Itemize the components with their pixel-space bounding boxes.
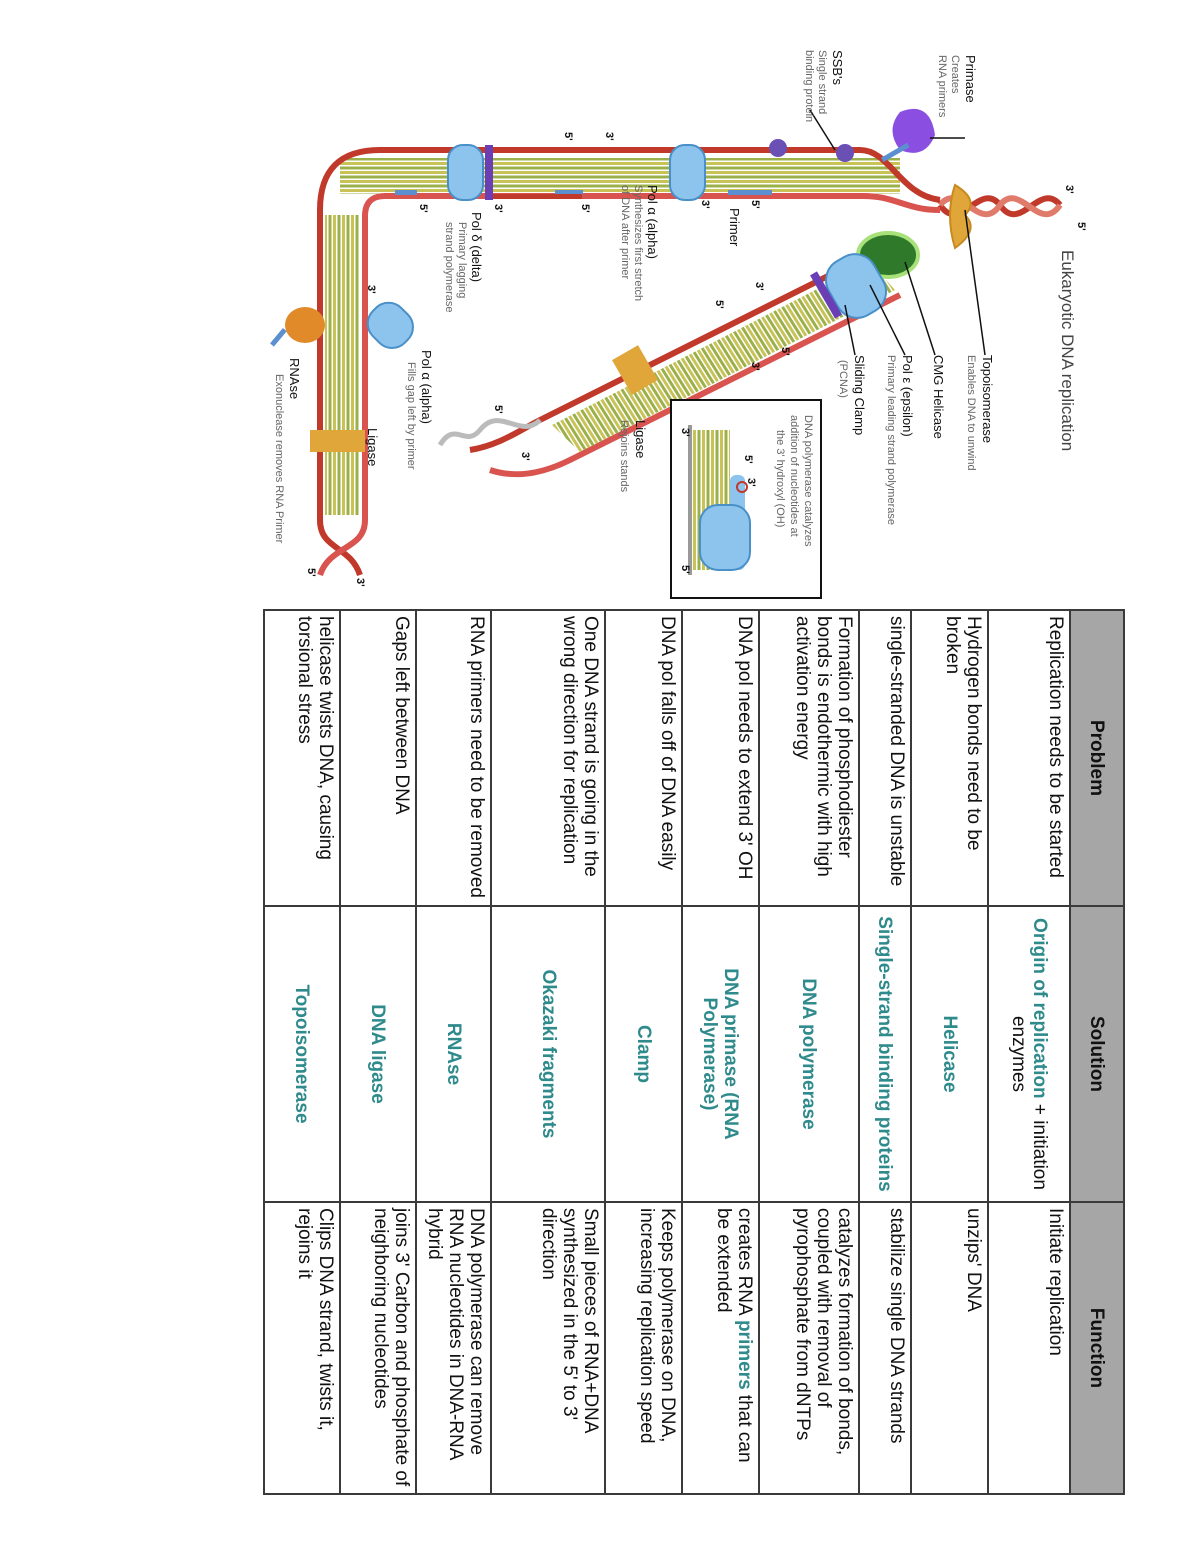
end-5-prime: 5'	[1075, 222, 1087, 231]
label-ssbs-sub1: Single strand	[816, 50, 828, 115]
topoisomerase-shape	[950, 185, 971, 248]
end-3-prime: 3'	[492, 204, 504, 213]
solution-highlight: Origin of replication	[1028, 918, 1050, 1099]
cell-solution: Single-strand binding proteins	[859, 906, 912, 1202]
label-ligase-top: Ligase	[633, 420, 648, 459]
cell-solution: DNA primase (RNA Polymerase)	[682, 906, 759, 1202]
rnase-shape	[270, 307, 325, 347]
cell-solution: Clamp	[605, 906, 682, 1202]
end-3-prime: 3'	[745, 478, 757, 487]
cell-problem: Formation of phosphodiester bonds is endothermic with high activation energy	[759, 610, 859, 906]
table-row	[340, 610, 416, 1494]
label-primase-sub2: RNA primers	[936, 55, 948, 118]
replication-table-rotated	[263, 609, 1125, 1493]
cell-problem: DNA pol falls off of DNA easily	[605, 610, 682, 906]
header-solution: Solution	[1070, 906, 1124, 1202]
pol-alpha-2-shape	[360, 295, 420, 355]
label-topoisomerase-sub: Enables DNA to unwind	[965, 355, 977, 471]
end-3-prime: 3'	[699, 200, 711, 209]
end-5-prime: 5'	[417, 204, 429, 213]
label-pol-epsilon: Pol ε (epsilon)	[900, 355, 915, 437]
label-sliding-clamp-sub: (PCNA)	[837, 360, 849, 398]
cell-problem: single-stranded DNA is unstable	[859, 610, 912, 906]
label-sliding-clamp: Sliding Clamp	[852, 355, 867, 436]
table-row	[988, 610, 1070, 1494]
table-row	[605, 610, 682, 1494]
label-primer: Primer	[727, 208, 742, 247]
cell-function	[682, 1202, 759, 1494]
cell-problem: helicase twists DNA, causing torsional stress	[264, 610, 340, 906]
end-3-prime: 3'	[1063, 185, 1075, 194]
label-topoisomerase: Topoisomerase	[980, 355, 995, 444]
solution-extra: + initiation enzymes	[1007, 1015, 1050, 1190]
cell-solution: Okazaki fragments	[491, 906, 605, 1202]
label-inset-1: DNA polymerase catalyzes	[802, 415, 814, 547]
function-highlight: primers	[733, 1319, 755, 1390]
cell-solution: RNAse	[416, 906, 492, 1202]
end-5-prime: 5'	[492, 405, 504, 414]
cell-function: stabilize single DNA strands	[859, 1202, 912, 1494]
pol-alpha-shape	[670, 145, 705, 200]
end-5-prime: 5'	[749, 200, 761, 209]
diagram-title: Eukaryotic DNA replication	[1058, 250, 1077, 452]
header-function: Function	[1070, 1202, 1124, 1494]
cell-problem: Gaps left between DNA	[340, 610, 416, 906]
end-3-prime: 3'	[749, 362, 761, 371]
replication-table	[263, 609, 1125, 1495]
cell-function: Clips DNA strand, twists it, rejoins it	[264, 1202, 340, 1494]
function-text-b: that can be extended	[712, 1208, 755, 1463]
label-primase: Primase	[963, 55, 978, 103]
label-ssbs: SSB's	[830, 50, 845, 85]
cell-problem: DNA pol needs to extend 3' OH	[682, 610, 759, 906]
label-pol-delta-sub2: strand polymerase	[443, 222, 455, 313]
end-5-prime: 5'	[562, 132, 574, 141]
label-inset-3: the 3' hydroxyl (OH)	[774, 430, 786, 528]
cell-function: unzips' DNA	[911, 1202, 988, 1494]
label-ligase-bottom: Ligase	[365, 428, 380, 467]
label-pol-alpha: Pol α (alpha)	[645, 185, 660, 259]
end-3-prime: 3'	[603, 132, 615, 141]
table-header-row	[1070, 610, 1124, 1494]
end-5-prime: 5'	[713, 300, 725, 309]
replication-table-frame	[263, 609, 1125, 1493]
cell-function: Initiate replication	[988, 1202, 1070, 1494]
cell-function: catalyzes formation of bonds, coupled with removal of pyrophosphate from dNTPs	[759, 1202, 859, 1494]
label-ligase-top-sub: Rejoins stands	[618, 420, 630, 493]
label-pol-alpha-sub1: Synthesizes first stretch	[632, 185, 644, 302]
end-5-prime: 5'	[679, 565, 691, 574]
cell-problem: Hydrogen bonds need to be broken	[911, 610, 988, 906]
label-pol-alpha-2-sub: Fills gap left by primer	[405, 362, 417, 470]
primase-shape	[881, 109, 935, 162]
table-row	[682, 610, 759, 1494]
cell-function: DNA polymerase can remove RNA nucleotides in DNA-RNA hybrid	[416, 1202, 492, 1494]
cell-function: Small pieces of RNA+DNA synthesized in the 5' to 3' direction	[491, 1202, 605, 1494]
label-pol-alpha-2: Pol α (alpha)	[419, 350, 434, 424]
label-cmg-helicase: CMG Helicase	[931, 355, 946, 439]
table-row	[911, 610, 988, 1494]
label-pol-delta: Pol δ (delta)	[469, 212, 484, 283]
cell-solution: DNA polymerase	[759, 906, 859, 1202]
end-5-prime: 5'	[579, 204, 591, 213]
cell-solution: Topoisomerase	[264, 906, 340, 1202]
label-pol-alpha-sub2: of DNA after primer	[619, 185, 631, 280]
label-primase-sub1: Creates	[949, 55, 961, 94]
cell-problem: One DNA strand is going in the wrong direction for replication	[491, 610, 605, 906]
end-5-prime: 5'	[779, 347, 791, 356]
end-3-prime: 3'	[354, 578, 366, 587]
cell-problem: Replication needs to be started	[988, 610, 1070, 906]
cell-problem: RNA primers need to be removed	[416, 610, 492, 906]
end-3-prime: 3'	[753, 282, 765, 291]
cell-solution	[988, 906, 1070, 1202]
cell-function: joins 3' Carbon and phosphate of neighboring nucleotides	[340, 1202, 416, 1494]
table-row	[859, 610, 912, 1494]
table-row	[416, 610, 492, 1494]
end-5-prime: 5'	[742, 455, 754, 464]
table-row	[264, 610, 340, 1494]
cell-solution: DNA ligase	[340, 906, 416, 1202]
table-row	[759, 610, 859, 1494]
ligase-bottom-shape	[310, 430, 365, 452]
table-row	[491, 610, 605, 1494]
function-text-a: creates RNA	[733, 1208, 755, 1320]
header-problem: Problem	[1070, 610, 1124, 906]
end-3-prime: 3'	[519, 452, 531, 461]
label-ssbs-sub2: binding protein	[803, 50, 815, 123]
label-pol-epsilon-sub: Primary leading strand polymerase	[885, 355, 897, 525]
cell-function: Keeps polymerase on DNA, increasing replication speed	[605, 1202, 682, 1494]
label-pol-delta-sub1: Primary lagging	[456, 222, 468, 299]
dna-replication-diagram	[0, 0, 1200, 605]
end-5-prime: 5'	[305, 568, 317, 577]
end-3-prime: 3'	[365, 285, 377, 294]
end-3-prime: 3'	[679, 428, 691, 437]
label-rnase: RNAse	[287, 358, 302, 400]
label-rnase-sub: Exonuclease removes RNA Primer	[273, 374, 285, 544]
cell-solution: Helicase	[911, 906, 988, 1202]
label-inset-2: addition of nucleotides at	[788, 415, 800, 537]
pol-delta-shape	[448, 145, 493, 200]
